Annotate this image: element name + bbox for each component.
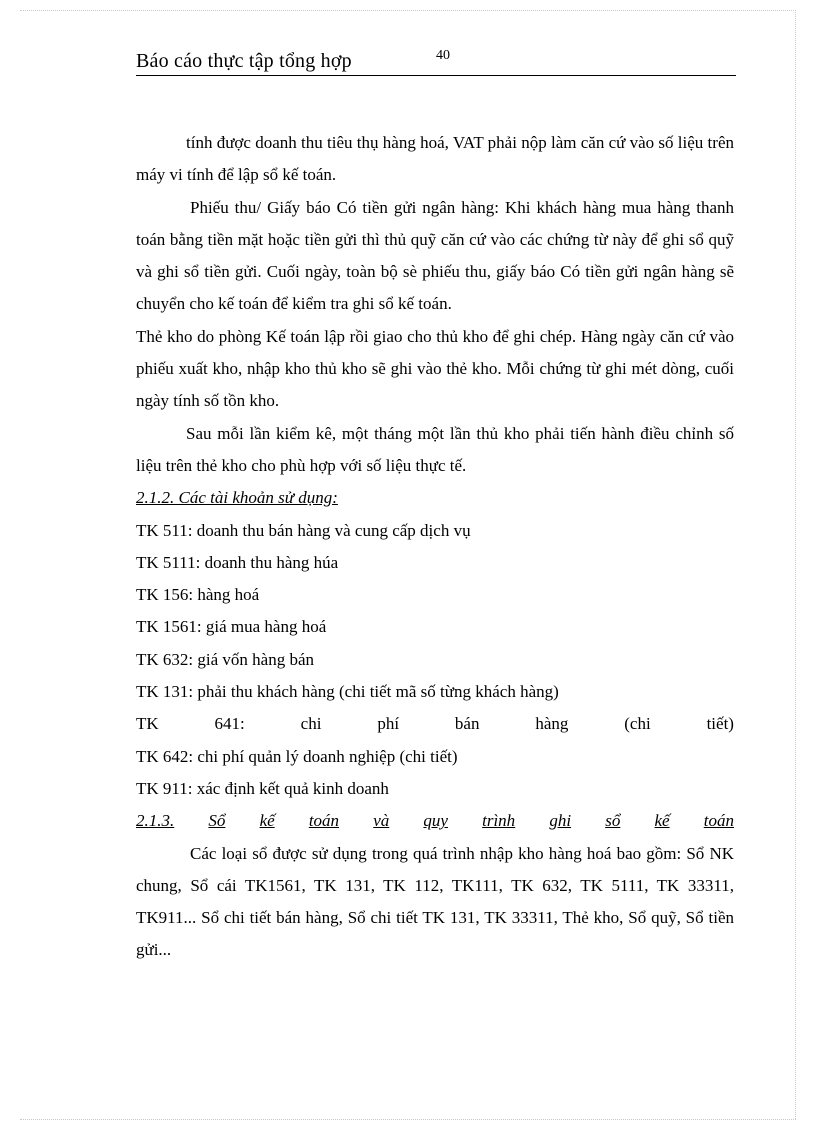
word: trình — [482, 811, 516, 831]
account-line: TK 131: phải thu khách hàng (chi tiết mã số từng khách hàng) — [136, 682, 559, 702]
section-heading-ledgers — [136, 805, 734, 837]
section-heading-accounts: 2.1.2. Các tài khoản sử dụng: — [136, 488, 338, 508]
word: TK — [136, 714, 159, 734]
word: 2.1.3. — [136, 811, 175, 831]
account-line: TK 511: doanh thu bán hàng và cung cấp dịch vụ — [136, 520, 471, 540]
word: toán — [703, 811, 734, 831]
word: quy — [423, 811, 448, 831]
account-line: TK 642: chi phí quản lý doanh nghiệp (chi tiết) — [136, 746, 458, 766]
account-line: TK 5111: doanh thu hàng húa — [136, 552, 339, 572]
word: kế — [259, 811, 275, 831]
word: ghi — [549, 811, 572, 831]
word: toán — [308, 811, 340, 831]
word: kế — [654, 811, 670, 831]
word: hàng — [535, 714, 569, 734]
page-frame-right — [795, 10, 796, 1119]
page-header — [136, 48, 736, 76]
account-line: TK 911: xác định kết quả kinh doanh — [136, 778, 389, 798]
page-frame-top — [20, 10, 796, 11]
word: và — [373, 811, 390, 831]
word: tiết) — [706, 714, 734, 734]
account-line: TK 156: hàng hoá — [136, 585, 260, 605]
page-frame-bottom — [20, 1119, 796, 1120]
word: sổ — [605, 811, 621, 831]
word: chi — [300, 714, 322, 734]
paragraph-receipts: Phiếu thu/ Giấy báo Có tiền gửi ngân hàng: Khi khách hàng mua hàng thanh toán bằng tiền mặt hoặc tiền gửi thì thủ quỹ căn cứ vào các chứng từ này để ghi sổ quỹ và ghi sổ tiền gửi. Cuối ngày, toàn bộ sè phiếu thu, giấy báo Có tiền gửi ngân hàng sẽ chuyển cho kế toán để kiểm tra ghi sổ kế toán. — [136, 197, 734, 314]
account-line: TK 632: giá vốn hàng bán — [136, 649, 314, 669]
word: bán — [454, 714, 480, 734]
paragraph-revenue: tính được doanh thu tiêu thụ hàng hoá, VAT phải nộp làm căn cứ vào số liệu trên máy vi tính để lập sổ kế toán. — [136, 133, 734, 185]
paragraph-stock-card: Thẻ kho do phòng Kế toán lập rồi giao cho thủ kho để ghi chép. Hàng ngày căn cứ vào phiếu xuất kho, nhập kho thủ kho sẽ ghi vào thẻ kho. Mỗi chứng từ ghi mét dòng, cuối ngày tính số tồn kho. — [136, 326, 734, 411]
word: 641: — [214, 714, 245, 734]
paragraph-inventory-check: Sau mỗi lần kiểm kê, một tháng một lần thủ kho phải tiến hành điều chỉnh số liệu trên thẻ kho cho phù hợp với số liệu thực tế. — [136, 423, 734, 475]
word: (chi — [624, 714, 651, 734]
page-number: 40 — [436, 48, 450, 63]
account-line: TK 1561: giá mua hàng hoá — [136, 617, 327, 637]
word: Sổ — [208, 811, 226, 831]
header-title: Báo cáo thực tập tổng hợp — [136, 50, 352, 72]
account-line-641 — [136, 708, 734, 740]
word: phí — [377, 714, 400, 734]
document-body — [136, 127, 734, 967]
paragraph-ledger-types: Các loại sổ được sử dụng trong quá trình nhập kho hàng hoá bao gồm: Sổ NK chung, Sổ cái TK1561, TK 131, TK 112, TK111, TK 632, TK 5111, TK 33311, TK911... Sổ chi tiết bán hàng, Sổ chi tiết TK 131, TK 33311, Thẻ kho, Sổ quỹ, Sổ tiền gửi... — [136, 843, 734, 960]
